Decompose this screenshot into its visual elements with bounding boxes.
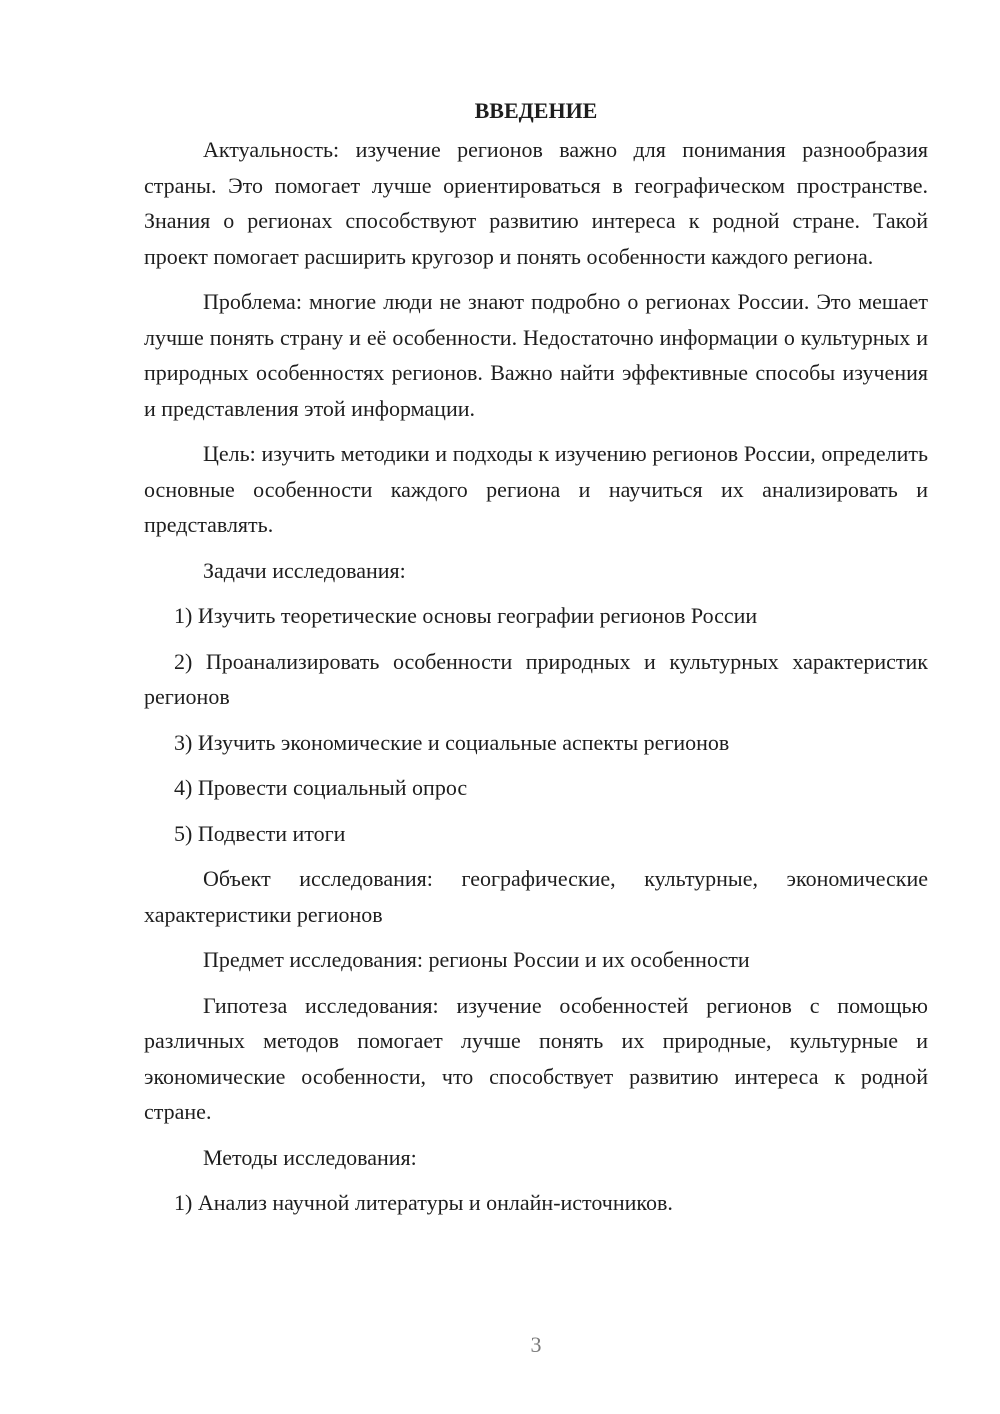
page-title: ВВЕДЕНИЕ xyxy=(474,98,598,123)
page-number: 3 xyxy=(530,1332,542,1357)
task-item: 3) Изучить экономические и социальные аспекты регионов xyxy=(174,729,730,755)
task-item: 1) Изучить теоретические основы географии регионов России xyxy=(174,603,758,628)
method-item: 1) Анализ научной литературы и онлайн-источников. xyxy=(174,1190,673,1215)
subject-paragraph: Предмет исследования: регионы России и их особенности xyxy=(203,947,750,972)
task-item: 4) Провести социальный опрос xyxy=(174,775,468,800)
problem-paragraph: Проблема: многие люди не знают подробно о регионах России. Это мешает лучше понять страну и её особенности. Недостаточно информации о культурных и природных особенностях регионов. Важно найти эффективные способы изучения и представления этой информации. xyxy=(144,289,928,421)
task-item: 5) Подвести итоги xyxy=(174,820,346,846)
tasks-title: Задачи исследования: xyxy=(203,557,406,583)
document-page xyxy=(144,92,928,1231)
goal-paragraph: Цель: изучить методики и подходы к изучению регионов России, определить основные особенности каждого региона и научиться их анализировать и представлять. xyxy=(144,441,928,537)
methods-title: Методы исследования: xyxy=(203,1144,417,1170)
task-item: 2) Проанализировать особенности природных и культурных характеристик регионов xyxy=(144,648,928,709)
relevance-paragraph: Актуальность: изучение регионов важно для понимания разнообразия страны. Это помогает лучше ориентироваться в географическом пространстве. Знания о регионах способствуют развитию интереса к родной стране. Такой проект помогает расширить кругозор и понять особенности каждого региона. xyxy=(144,137,928,269)
object-paragraph: Объект исследования: географические, культурные, экономические характеристики регионов xyxy=(144,866,928,927)
hypothesis-paragraph: Гипотеза исследования: изучение особенностей регионов с помощью различных методов помогает лучше понять их природные, культурные и экономические особенности, что способствует развитию интереса к родной стране. xyxy=(144,992,928,1124)
